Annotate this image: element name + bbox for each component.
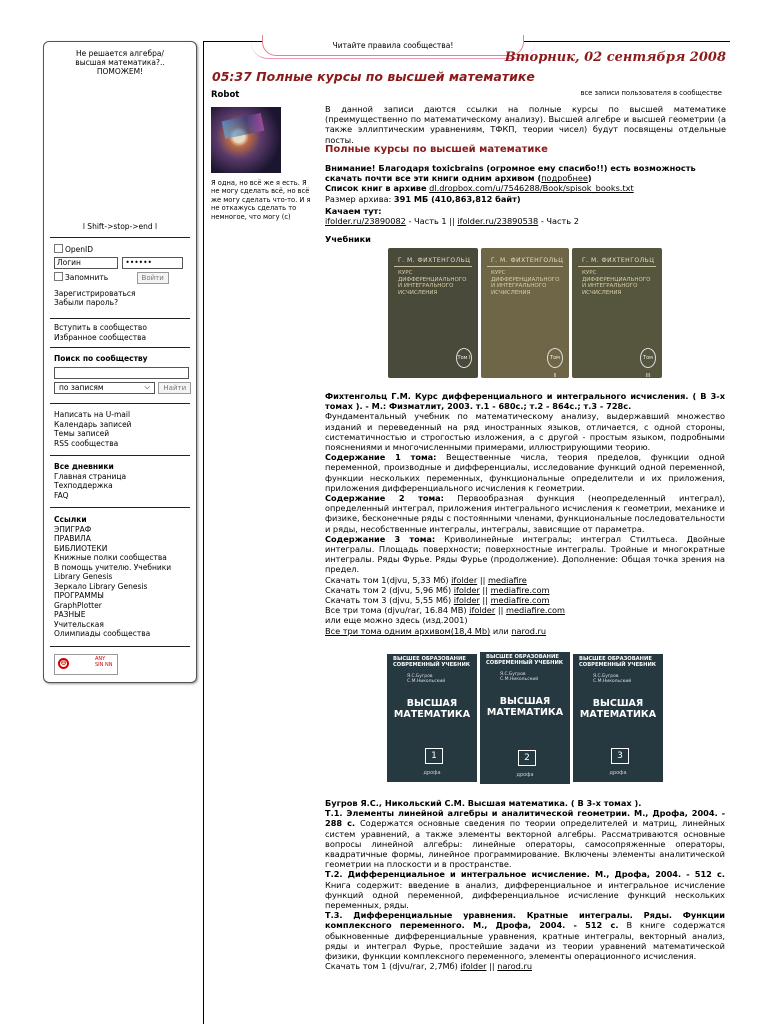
fih-alt-here: или еще можно здесь (изд.2001) [325, 615, 468, 626]
one-archive-link[interactable]: Все три тома одним архивом(18,4 Mb) [325, 625, 491, 636]
bugrov-covers [387, 652, 663, 784]
remember-label: Запомнить [65, 272, 109, 282]
link-faq[interactable]: FAQ [54, 490, 69, 500]
bug-t3: Т.3. Дифференциальные уравнения. Кратные интегралы. Ряды. Функции комплексного переменного. М., Дрофа, 2004. - 512 с. В книге содержатся обыкновенные дифференциальные уравнения, кратные интегралы, векторный анализ, ряды и интеграл Фурье, простейшие задачи из теории уравнений математической физики, функции комплексного переменного, элементы операционного исчисления. [325, 910, 725, 962]
book-cover-fih-3[interactable]: Г. М. ФИХТЕНГОЛЬЦ КУРС ДИФФЕРЕНЦИАЛЬНОГО И ИНТЕГРАЛЬНОГО ИСЧИСЛЕНИЯ Том III [572, 248, 662, 378]
link-graphplotter[interactable]: GraphPlotter [54, 600, 102, 610]
search-input[interactable] [54, 367, 189, 379]
mediafire-link[interactable]: mediafire [487, 574, 527, 585]
link-bookshelves[interactable]: Книжные полки сообщества [54, 553, 167, 562]
sidebar [43, 41, 197, 683]
mediafire-link[interactable]: mediafire.com [490, 595, 550, 606]
fih-one-archive: Все три тома одним архивом(18,4 Mb) или narod.ru [325, 625, 547, 636]
part1-link[interactable]: ifolder.ru/23890082 [325, 216, 406, 227]
link-topics[interactable]: Темы записей [54, 429, 110, 438]
rules-tab[interactable]: Читайте правила сообщества! [262, 35, 524, 56]
divider [50, 403, 190, 404]
attention-text: Внимание! Благодаря toxicbrains (огромное ему спасибо!!) есть возможность скачать почти все эти книги одним архивом (подробнее) [325, 163, 696, 184]
fih-title: Фихтенгольц Г.М. Курс дифференциального и интегрального исчисления. ( В 3-х томах ). - М.: Физматлит, 2003. т.1 - 680с.; т.2 - 864с.; т.3 - 728с. [325, 391, 725, 412]
link-rules[interactable]: ПРАВИЛА [54, 534, 91, 543]
archive-list: Список книг в архиве dl.dropbox.com/u/7546288/Book/spisok_books.txt [325, 183, 634, 194]
post-date: Вторник, 02 сентября 2008 [504, 50, 726, 65]
main-frame-border [203, 41, 204, 1024]
ifolder-link[interactable]: ifolder [453, 595, 480, 606]
ifolder-link[interactable]: ifolder [453, 584, 480, 595]
refs-heading: Ссылки [54, 515, 87, 524]
archive-size: Размер архива: 391 МБ (410,863,812 байт) [325, 193, 521, 204]
book-cover-fih-2[interactable]: Г. М. ФИХТЕНГОЛЬЦ КУРС ДИФФЕРЕНЦИАЛЬНОГО И ИНТЕГРАЛЬНОГО ИСЧИСЛЕНИЯ Том II [481, 248, 569, 378]
password-input[interactable] [122, 257, 183, 269]
counter-badge[interactable] [54, 654, 118, 675]
badge-icon: ⊖ [58, 658, 69, 669]
ifolder-link[interactable]: ifolder [469, 605, 496, 616]
avatar[interactable] [211, 107, 281, 173]
bug-title: Бугров Я.С., Никольский С.М. Высшая математика. ( В 3-х томах ). [325, 798, 642, 808]
divider [50, 455, 190, 456]
fichtenholz-section [325, 391, 725, 636]
login-button[interactable]: Войти [137, 272, 169, 284]
chevron-down-icon: ⌵ [144, 381, 150, 391]
badge-text: ANY SIN NN [95, 656, 113, 668]
post-content [325, 104, 726, 244]
openid-checkbox[interactable] [54, 244, 63, 253]
mediafire-link[interactable]: mediafire.com [490, 584, 550, 595]
search-heading: Поиск по сообществу [54, 354, 148, 363]
mediafire-link[interactable]: mediafire.com [505, 605, 565, 616]
link-libgen-mirror[interactable]: Зеркало Library Genesis [54, 581, 148, 591]
join-link[interactable]: Вступить в сообщество [54, 323, 147, 332]
narod-link[interactable]: narod.ru [511, 625, 547, 636]
forgot-password-link[interactable]: Забыли пароль? [54, 298, 119, 307]
fih-desc: Фундаментальный учебник по математическому анализу, выдержавший множество изданий и переведенный на ряд иностранных языков, отличается, с одной стороны, систематичностью и строгостью изложения, а с другой - простым языком, подробными пояснениями и многочисленными примерами, иллюстрирующими теорию. [325, 411, 725, 453]
diaries-heading[interactable]: Все дневники [54, 462, 114, 471]
link-epigraph[interactable]: ЭПИГРАФ [54, 524, 92, 534]
link-olympiads[interactable]: Олимпиады сообщества [54, 629, 151, 638]
login-form [54, 244, 190, 308]
fih-dl1: Скачать том 1(djvu, 5,33 Мб) ifolder || mediafire [325, 574, 527, 585]
bug-t2: Т.2. Дифференциальное и интегральное исчисление. М., Дрофа, 2004. - 512 с. Книга содержит: введение в анализ, дифференциальное и интегральное исчисление функций одной переменной, дифференциальное исчисление функций нескольких переменных, ряды. [325, 869, 725, 911]
link-misc[interactable]: РАЗНЫЕ [54, 610, 86, 619]
section-subtitle: Полные курсы по высшей математике [325, 143, 548, 155]
search-block [54, 354, 190, 394]
link-support[interactable]: Техподдержка [54, 481, 113, 490]
community-actions [54, 323, 190, 342]
link-calendar[interactable]: Календарь записей [54, 419, 132, 429]
bug-t1: Т.1. Элементы линейной алгебры и аналитической геометрии. М., Дрофа, 2004. - 288 с. Содержатся основные сведения по теории определителей и матриц, линейных систем уравнений, а также элементы векторной алгебры. Рассматриваются основные вопросы линейной алгебры: линейные операторы, самосопряженные операторы, квадратичные формы, линейное программирование. Включены элементы аналитической геометрии на плоскости и в пространстве. [325, 808, 726, 870]
all-posts-link[interactable]: все записи пользователя в сообществе [580, 89, 722, 97]
fih-vol3: Содержание 3 тома: Криволинейные интегралы; интеграл Стилтьеса. Двойные интегралы. Площадь поверхности; поверхностные интегралы. Тройные и многократные интегралы. Ряды Фурье. Ряды Фурье (продолжение). Дополнение: Общая точка зрения на предел. [325, 533, 725, 575]
link-libgen[interactable]: Library Genesis [54, 572, 113, 581]
more-link[interactable]: подробнее [541, 173, 588, 184]
openid-label: OpenID [65, 245, 94, 254]
favorites-link[interactable]: Избранное сообщества [54, 332, 147, 342]
shift-link[interactable]: l Shift->stop->end l [82, 222, 158, 231]
book-cover-bug-2[interactable]: ВЫСШЕЕ ОБРАЗОВАНИЕ СОВРЕМЕННЫЙ УЧЕБНИК Я.С.Бугров С.М.Никольский ВЫСШАЯ МАТЕМАТИКА 2 дрофа [480, 652, 570, 784]
search-mode-select[interactable]: по записям ⌵ [54, 382, 155, 394]
links-block-2 [54, 462, 190, 500]
user-bio: Я одна, но всё же я есть. Я не могу сделать всё, но всё же могу сделать что-то. И я не откажусь сделать то немногое, что могу (с) [211, 179, 311, 221]
book-cover-bug-1[interactable]: ВЫСШЕЕ ОБРАЗОВАНИЕ СОВРЕМЕННЫЙ УЧЕБНИК Я.С.Бугров С.М.Никольский ВЫСШАЯ МАТЕМАТИКА 1 дрофа [387, 654, 477, 782]
textbooks-heading: Учебники [325, 234, 371, 245]
link-umail[interactable]: Написать на U-mail [54, 410, 131, 419]
archive-list-link[interactable]: dl.dropbox.com/u/7546288/Book/spisok_books.txt [429, 183, 634, 194]
download-label: Качаем тут: [325, 205, 382, 216]
fih-vol2: Содержание 2 тома: Первообразная функция (неопределенный интеграл), определенный интеграл, приложения интегрального исчисления к геометрии, механике и физике, бесконечные ряды с постоянными членами, функциональные последовательности и ряды, несобственные интегралы, интегралы, зависящие от параметра. [325, 493, 725, 534]
divider [50, 237, 190, 238]
fih-dl3: Скачать том 3 (djvu, 5,55 Мб) ifolder || mediafire.com [325, 595, 550, 606]
download-parts: ifolder.ru/23890082 - Часть 1 || ifolder.ru/23890538 - Часть 2 [325, 216, 579, 227]
fih-dl2: Скачать том 2 (djvu, 5,96 Мб) ifolder || mediafire.com [325, 584, 550, 595]
ifolder-link[interactable]: ifolder [451, 574, 478, 585]
divider [50, 347, 190, 348]
fichtenholz-covers [388, 248, 662, 380]
part2-link[interactable]: ifolder.ru/23890538 [457, 216, 539, 227]
links-block-3 [54, 515, 190, 639]
intro-text: В данной записи даются ссылки на полные курсы по высшей математике (преимущественно по математическому анализу). Высшей алгебре и высшей геометрии (а также эллиптическим уравнениям, ТФКП, теории чисел) будут посвящены отдельные посты. [325, 104, 726, 145]
ifolder-link[interactable]: ifolder [460, 961, 487, 972]
narod-link[interactable]: narod.ru [497, 961, 533, 972]
link-teacher-help[interactable]: В помощь учителю. Учебники [54, 562, 172, 572]
link-libraries[interactable]: БИБЛИОТЕКИ [54, 543, 108, 553]
register-link[interactable]: Зарегистрироваться [54, 288, 136, 298]
bug-dl1: Скачать том 1 (djvu/rar, 2,7Мб) ifolder || narod.ru [325, 961, 533, 972]
search-button[interactable]: Найти [158, 382, 191, 394]
fih-vol1: Содержание 1 тома: Вещественные числа, теория пределов, функции одной переменной, производные и дифференциалы, исследование функций одной переменной, функции нескольких переменных, функциональные определители и их приложения, приложения дифференциального исчисления к геометрии. [325, 452, 725, 493]
divider [50, 507, 190, 508]
book-cover-bug-3[interactable]: ВЫСШЕЕ ОБРАЗОВАНИЕ СОВРЕМЕННЫЙ УЧЕБНИК Я.С.Бугров С.М.Никольский ВЫСШАЯ МАТЕМАТИКА 3 дрофа [573, 654, 663, 782]
bugrov-section [325, 798, 725, 971]
link-programs[interactable]: ПРОГРАММЫ [54, 591, 104, 600]
link-home[interactable]: Главная страница [54, 471, 127, 481]
links-block-1 [54, 410, 190, 448]
link-rss[interactable]: RSS сообщества [54, 438, 119, 448]
divider [50, 318, 190, 319]
post-title[interactable]: 05:37 Полные курсы по высшей математике [212, 69, 535, 84]
divider [50, 646, 190, 647]
fih-dl-all: Все три тома (djvu/rar, 16.84 MB) ifolder || mediafire.com [325, 605, 565, 616]
book-cover-fih-1[interactable]: Г. М. ФИХТЕНГОЛЬЦ КУРС ДИФФЕРЕНЦИАЛЬНОГО И ИНТЕГРАЛЬНОГО ИСЧИСЛЕНИЯ Том I [388, 248, 478, 378]
remember-checkbox[interactable] [54, 272, 63, 281]
post-author[interactable]: Robot [211, 90, 240, 100]
login-input[interactable] [54, 257, 118, 269]
sidebar-promo[interactable]: Не решается алгебра/высшая математика?.. ПОМОЖЕМ! [75, 49, 165, 76]
link-teachers-room[interactable]: Учительская [54, 619, 104, 629]
